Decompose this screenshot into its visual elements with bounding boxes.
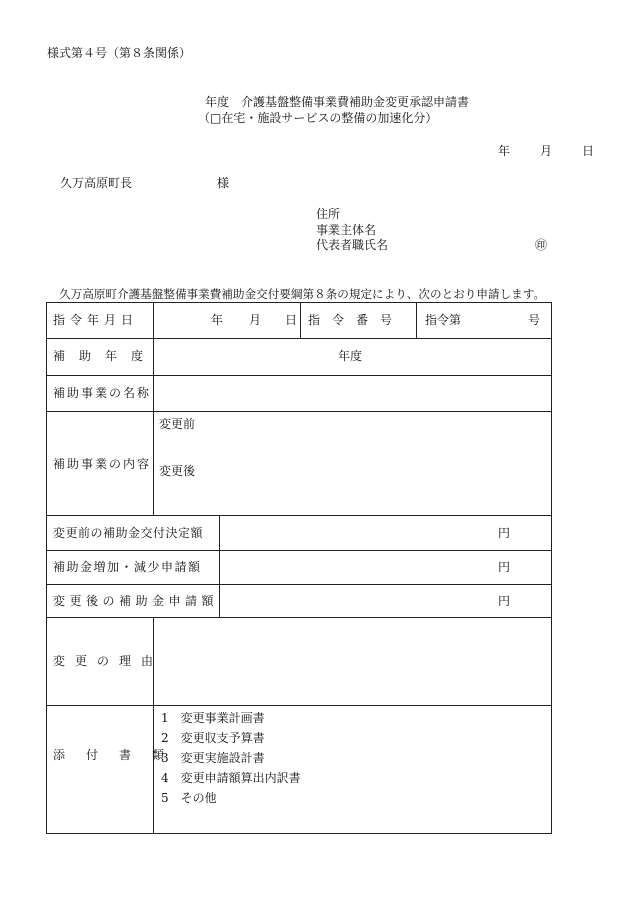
address-label: 住所 (316, 207, 341, 221)
row-divider (46, 705, 552, 706)
original-grant-unit: 円 (498, 526, 511, 540)
row-divider (46, 617, 552, 618)
grant-change-unit: 円 (498, 560, 511, 574)
column-divider (416, 302, 417, 338)
attachments-label: 添付書類 (53, 748, 186, 762)
row-divider (46, 550, 552, 551)
order-date-month: 月 (249, 313, 262, 327)
table-border-left (46, 302, 47, 834)
column-divider (153, 617, 154, 833)
order-date-year: 年 (211, 313, 224, 327)
addressee-honorific: 様 (217, 176, 230, 190)
form-title: 年度 介護基盤整備事業費補助金変更承認申請書 (205, 95, 470, 109)
column-divider (153, 302, 154, 515)
before-change-label: 変更前 (159, 417, 196, 431)
project-content-label: 補助事業の内容 (53, 457, 152, 471)
table-border-top (46, 302, 552, 303)
attachment-item: 4 変更申請額算出内訳書 (161, 771, 301, 785)
table-border-bottom (46, 833, 552, 834)
change-reason-label: 変更の理由 (53, 654, 164, 668)
application-table (46, 302, 552, 834)
row-divider (46, 515, 552, 516)
seal-mark: ㊞ (535, 238, 548, 252)
grant-change-amount-label: 補助金増加・減少申請額 (53, 560, 202, 574)
attachment-item: 5 その他 (161, 791, 217, 805)
form-reference: 様式第４号（第８条関係） (47, 46, 192, 60)
attachment-item: 2 変更収支予算書 (161, 731, 265, 745)
after-change-label: 変更後 (159, 464, 196, 478)
entity-name-label: 事業主体名 (316, 223, 377, 237)
subsidy-year-label: 補助年度 (53, 349, 158, 363)
row-divider (46, 375, 552, 376)
subsidy-year-value: 年度 (338, 349, 363, 363)
column-divider (300, 302, 301, 338)
addressee-name: 久万高原町長 (60, 176, 133, 190)
attachment-item: 3 変更実施設計書 (161, 751, 265, 765)
form-subtitle: （□在宅・施設サービスの整備の加速化分） (198, 111, 438, 125)
revised-grant-amount-label: 変更後の補助金申請額 (53, 594, 219, 608)
order-date-day: 日 (285, 313, 298, 327)
order-number-prefix: 指令第 (425, 313, 462, 327)
table-border-right (551, 302, 552, 834)
revised-grant-unit: 円 (498, 594, 511, 608)
attachment-item: 1 変更事業計画書 (161, 711, 265, 725)
order-date-label: 指令年月日 (53, 313, 139, 327)
column-divider (219, 515, 220, 617)
row-divider (46, 338, 552, 339)
submission-date: 年 月 日 (498, 144, 597, 158)
row-divider (46, 584, 552, 585)
original-grant-amount-label: 変更前の補助金交付決定額 (53, 526, 204, 540)
representative-label: 代表者職氏名 (316, 238, 389, 252)
intro-text: 久万高原町介護基盤整備事業費補助金交付要綱第８条の規定により、次のとおり申請します。 (59, 287, 546, 301)
project-name-label: 補助事業の名称 (53, 386, 152, 400)
order-number-label: 指令番号 (308, 313, 405, 327)
order-number-suffix: 号 (528, 313, 541, 327)
row-divider (46, 411, 552, 412)
